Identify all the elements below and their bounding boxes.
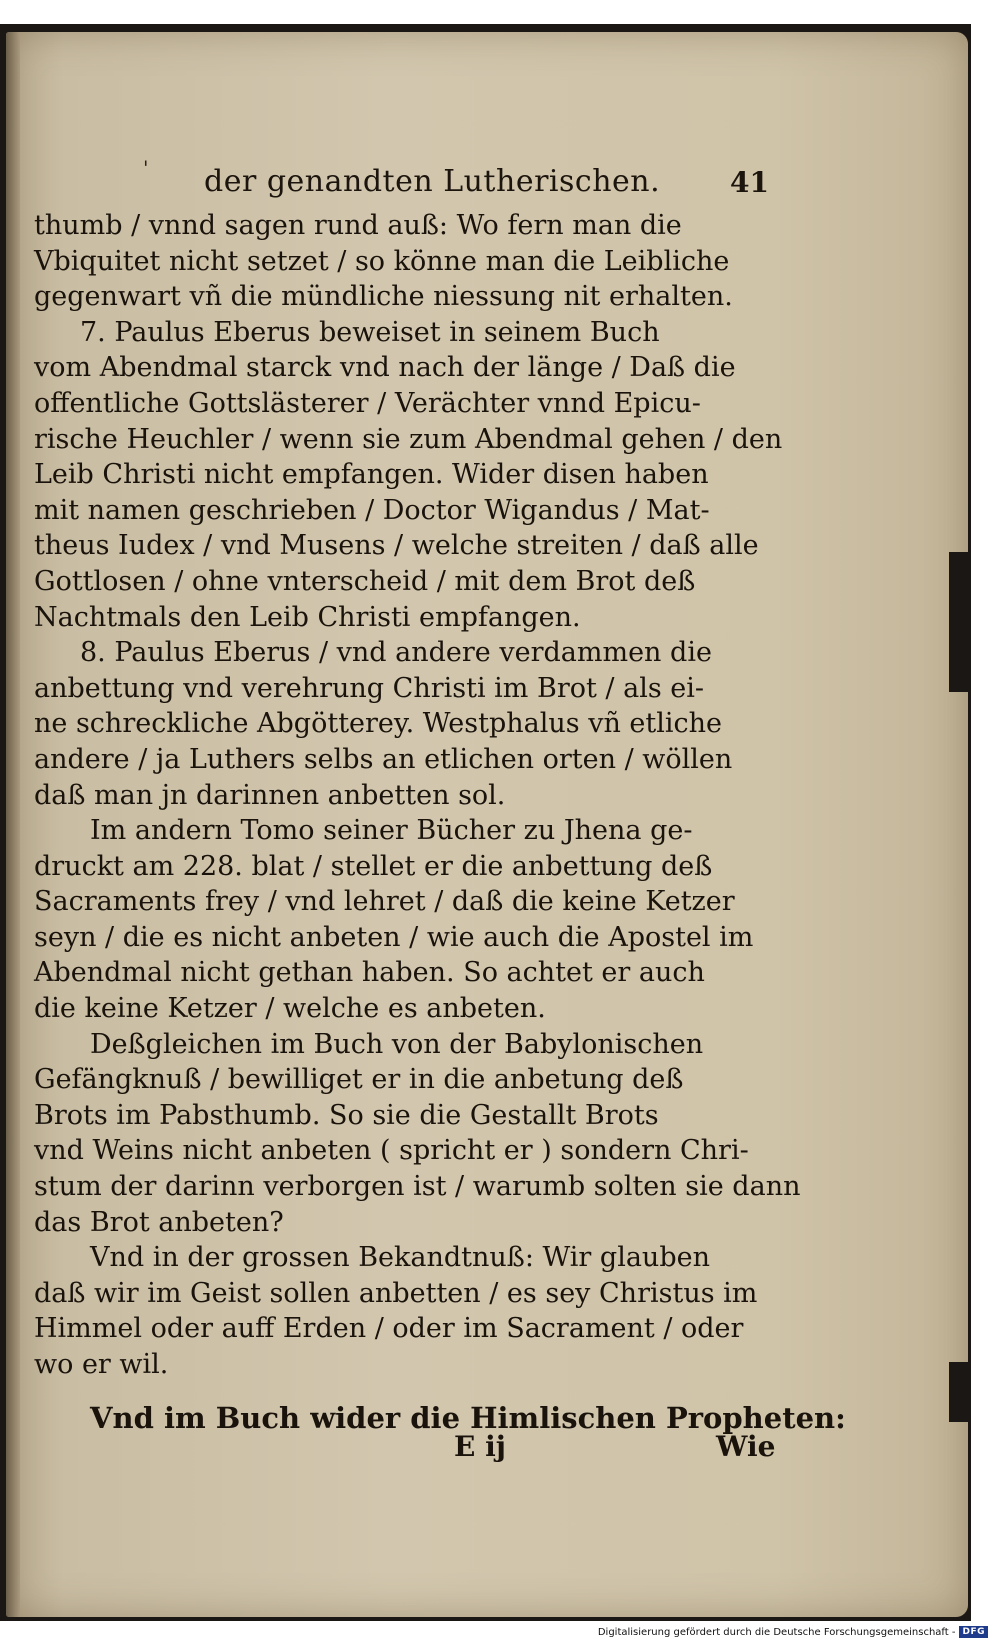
- text-line: [34, 1383, 782, 1401]
- text-line: theus Iudex / vnd Musens / welche streiten / daß alle: [34, 530, 759, 562]
- text-line: die keine Ketzer / welche es anbeten.: [34, 993, 546, 1025]
- funding-credit-text: Digitalisierung gefördert durch die Deutsche Forschungsgemeinschaft -: [597, 1626, 956, 1638]
- funding-credit-bar: [598, 1624, 988, 1640]
- text-line: Vnd in der grossen Bekandtnuß: Wir glauben: [90, 1242, 710, 1274]
- signature-mark: E ij: [454, 1430, 506, 1463]
- text-line: andere / ja Luthers selbs an etlichen orten / wöllen: [34, 743, 733, 775]
- running-title: der genandten Lutherischen.: [204, 164, 661, 199]
- text-line: druckt am 228. blat / stellet er die anbettung deß: [34, 850, 713, 882]
- text-line: Leib Christi nicht empfangen. Wider disen haben: [34, 459, 709, 491]
- text-line: Im andern Tomo seiner Bücher zu Jhena ge-: [90, 815, 693, 847]
- dfg-logo: DFG: [959, 1626, 988, 1638]
- text-line: Brots im Pabsthumb. So sie die Gestallt Brots: [34, 1099, 659, 1131]
- text-line: Vnd im Buch wider die Himlischen Propheten:: [90, 1400, 846, 1435]
- text-line: Sacraments frey / vnd lehret / daß die keine Ketzer: [34, 886, 735, 918]
- text-line: vom Abendmal starck vnd nach der länge / Daß die: [34, 352, 736, 384]
- text-line: Gefängknuß / bewilliget er in die anbetung deß: [34, 1064, 684, 1096]
- text-line: Abendmal nicht gethan haben. So achtet er auch: [34, 957, 705, 989]
- text-line: daß wir im Geist sollen anbetten / es sey Christus im: [34, 1277, 758, 1309]
- text-line: Himmel oder auff Erden / oder im Sacrament / oder: [34, 1313, 744, 1345]
- text-line: vnd Weins nicht anbeten ( spricht er ) sondern Chri-: [34, 1135, 749, 1167]
- text-line: Nachtmals den Leib Christi empfangen.: [34, 601, 581, 633]
- book-page: [6, 32, 968, 1617]
- page-gutter: [6, 32, 20, 1617]
- text-line: Vbiquitet nicht setzet / so könne man die Leibliche: [34, 245, 730, 277]
- catchword: Wie: [716, 1430, 776, 1463]
- text-line: gegenwart vñ die mündliche niessung nit erhalten.: [34, 281, 733, 313]
- ink-mark: ': [143, 156, 149, 180]
- text-line: stum der darinn verborgen ist / warumb solten sie dann: [34, 1171, 801, 1203]
- text-line: Deßgleichen im Buch von der Babylonischen: [90, 1028, 704, 1060]
- page-header: [6, 156, 968, 208]
- page-edge-notch: [949, 552, 971, 692]
- text-line: wo er wil.: [34, 1349, 169, 1380]
- page-footer-line: [34, 1430, 782, 1470]
- body-text: [34, 208, 846, 1436]
- text-line: Gottlosen / ohne vnterscheid / mit dem Brot deß: [34, 565, 696, 597]
- text-line: 7. Paulus Eberus beweiset in seinem Buch: [80, 316, 660, 348]
- text-line: offentliche Gottslästerer / Verächter vnnd Epicu-: [34, 387, 701, 419]
- text-line: mit namen geschrieben / Doctor Wigandus / Mat-: [34, 494, 710, 526]
- text-line: seyn / die es nicht anbeten / wie auch die Apostel im: [34, 921, 754, 953]
- text-line: thumb / vnnd sagen rund auß: Wo fern man die: [34, 210, 682, 241]
- text-line: anbettung vnd verehrung Christi im Brot / als ei-: [34, 672, 705, 704]
- text-line: ne schreckliche Abgötterey. Westphalus vñ etliche: [34, 708, 723, 740]
- text-line: das Brot anbeten?: [34, 1206, 284, 1238]
- text-line: daß man jn darinnen anbetten sol.: [34, 779, 506, 811]
- text-line: rische Heuchler / wenn sie zum Abendmal gehen / den: [34, 423, 783, 455]
- text-line: 8. Paulus Eberus / vnd andere verdammen die: [80, 637, 712, 669]
- page-edge-notch: [949, 1362, 971, 1422]
- page-number: 41: [730, 166, 769, 199]
